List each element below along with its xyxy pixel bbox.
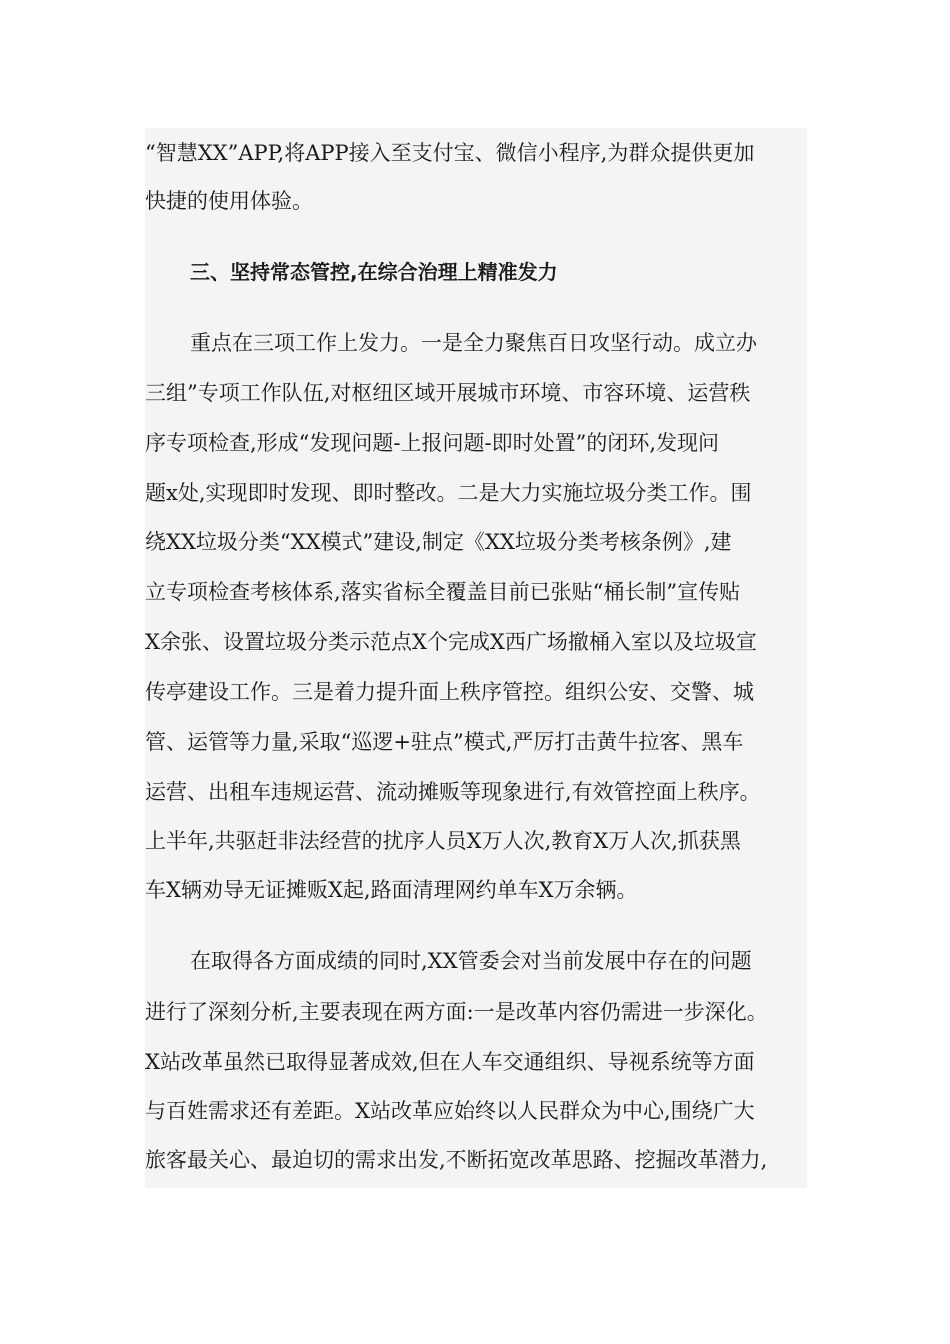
paragraph-line: 题x处,实现即时发现、即时整改。二是大力实施垃圾分类工作。围 [145, 481, 752, 505]
paragraph-line: 车X辆劝导无证摊贩X起,路面清理网约单车X万余辆。 [145, 878, 638, 902]
paragraph-line: 快捷的使用体验。 [145, 189, 313, 213]
paragraph-line: 进行了深刻分析,主要表现在两方面:一是改革内容仍需进一步深化。 [145, 1000, 768, 1024]
paragraph-line: 与百姓需求还有差距。X站改革应始终以人民群众为中心,围绕广大 [145, 1099, 755, 1123]
document-text-block [145, 128, 807, 1188]
paragraph-line: 运营、出租车违规运营、流动摊贩等现象进行,有效管控面上秩序。 [145, 780, 761, 804]
paragraph-line: 立专项检查考核体系,落实省标全覆盖目前已张贴“桶长制”宣传贴 [145, 580, 741, 604]
paragraph-line: 旅客最关心、最迫切的需求出发,不断拓宽改革思路、挖掘改革潜力, [145, 1148, 768, 1172]
section-heading: 三、坚持常态管控,在综合治理上精准发力 [190, 260, 558, 284]
paragraph-line: 上半年,共驱赶非法经营的扰序人员X万人次,教育X万人次,抓获黑 [145, 829, 741, 853]
paragraph-line: 管、运管等力量,采取“巡逻+驻点”模式,严厉打击黄牛拉客、黑车 [145, 730, 744, 754]
paragraph-line: 三组”专项工作队伍,对枢纽区域开展城市环境、市容环境、运营秩 [145, 381, 751, 405]
paragraph-line: 序专项检查,形成“发现问题-上报问题-即时处置”的闭环,发现问 [145, 431, 720, 455]
paragraph-line: “智慧XX”APP,将APP接入至支付宝、微信小程序,为群众提供更加 [145, 141, 755, 165]
paragraph-line: X余张、设置垃圾分类示范点X个完成X西广场撤桶入室以及垃圾宣 [145, 630, 757, 654]
paragraph-line: 在取得各方面成绩的同时,XX管委会对当前发展中存在的问题 [190, 949, 752, 973]
paragraph-line: X站改革虽然已取得显著成效,但在人车交通组织、导视系统等方面 [145, 1050, 755, 1074]
paragraph-line: 绕XX垃圾分类“XX模式”建设,制定《XX垃圾分类考核条例》,建 [145, 530, 732, 554]
paragraph-line: 传亭建设工作。三是着力提升面上秩序管控。组织公安、交警、城 [145, 680, 754, 704]
paragraph-line: 重点在三项工作上发力。一是全力聚焦百日攻坚行动。成立办 [190, 331, 757, 355]
